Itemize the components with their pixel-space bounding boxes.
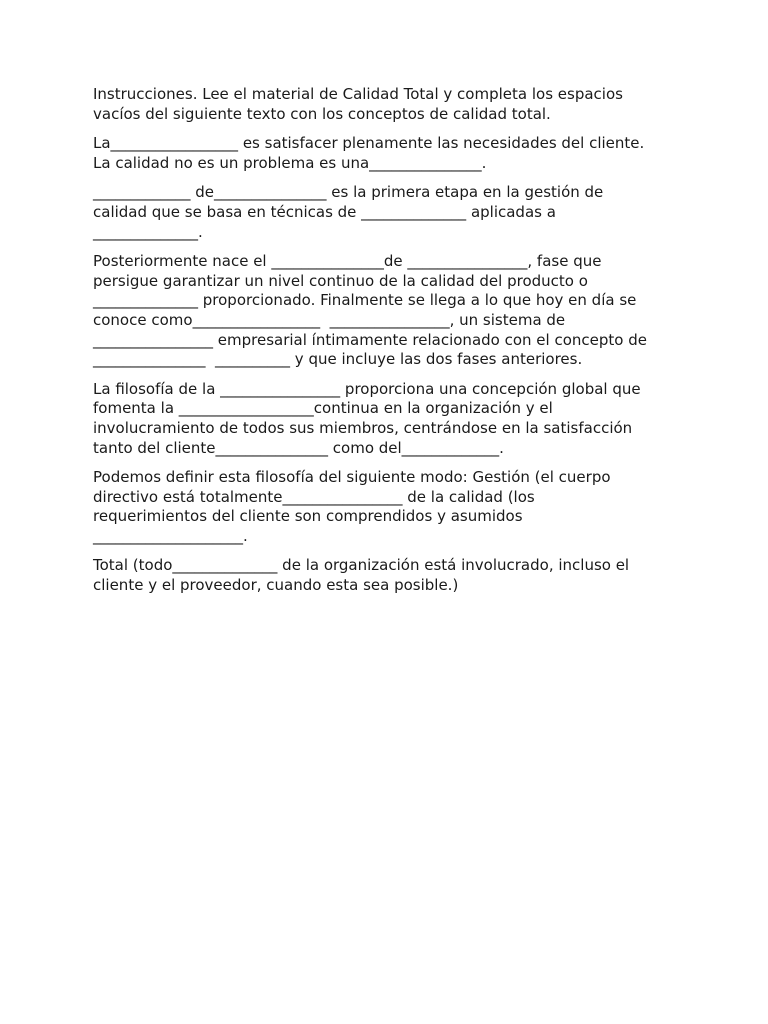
text-line: involucramiento de todos sus miembros, centrándose en la satisfacción [93, 418, 633, 437]
fill-in-paragraph-4 [93, 380, 675, 458]
text-line: conoce como_________________ ________________, un sistema de [93, 310, 566, 329]
text-line: La_________________ es satisfacer plenamente las necesidades del cliente. [93, 134, 645, 153]
text-line: directivo está totalmente________________ de la calidad (los [93, 487, 535, 506]
text-line: cliente y el proveedor, cuando esta sea posible.) [93, 576, 459, 595]
text-line: ________________ empresarial íntimamente relacionado con el concepto de [93, 330, 647, 349]
text-line: Total (todo______________ de la organización está involucrado, incluso el [93, 556, 630, 575]
text-line: ____________________. [93, 526, 248, 545]
fill-in-paragraph-2 [93, 183, 675, 242]
text-line: Podemos definir esta filosofía del siguiente modo: Gestión (el cuerpo [93, 468, 611, 487]
text-line: requerimientos del cliente son comprendidos y asumidos [93, 507, 523, 526]
text-line: tanto del cliente_______________ como del_____________. [93, 438, 504, 457]
text-line: Posteriormente nace el _______________de ________________, fase que [93, 252, 602, 271]
text-line: _______________ __________ y que incluye las dos fases anteriores. [93, 350, 583, 369]
text-line: vacíos del siguiente texto con los conceptos de calidad total. [93, 104, 551, 123]
text-line: ______________. [93, 222, 203, 241]
text-line: _____________ de_______________ es la primera etapa en la gestión de [93, 183, 604, 202]
instructions-paragraph [93, 85, 675, 124]
text-line: La filosofía de la ________________ proporciona una concepción global que [93, 379, 641, 398]
text-line: La calidad no es un problema es una_______________. [93, 153, 487, 172]
fill-in-paragraph-5 [93, 468, 675, 546]
fill-in-paragraph-1 [93, 134, 675, 173]
text-line: Instrucciones. Lee el material de Calidad Total y completa los espacios [93, 85, 623, 103]
fill-in-paragraph-3 [93, 252, 675, 370]
fill-in-paragraph-6 [93, 556, 675, 595]
text-line: persigue garantizar un nivel continuo de la calidad del producto o [93, 271, 588, 290]
text-line: ______________ proporcionado. Finalmente se llega a lo que hoy en día se [93, 291, 637, 310]
text-line: calidad que se basa en técnicas de ______________ aplicadas a [93, 202, 556, 221]
text-line: fomenta la __________________continua en la organización y el [93, 399, 553, 418]
